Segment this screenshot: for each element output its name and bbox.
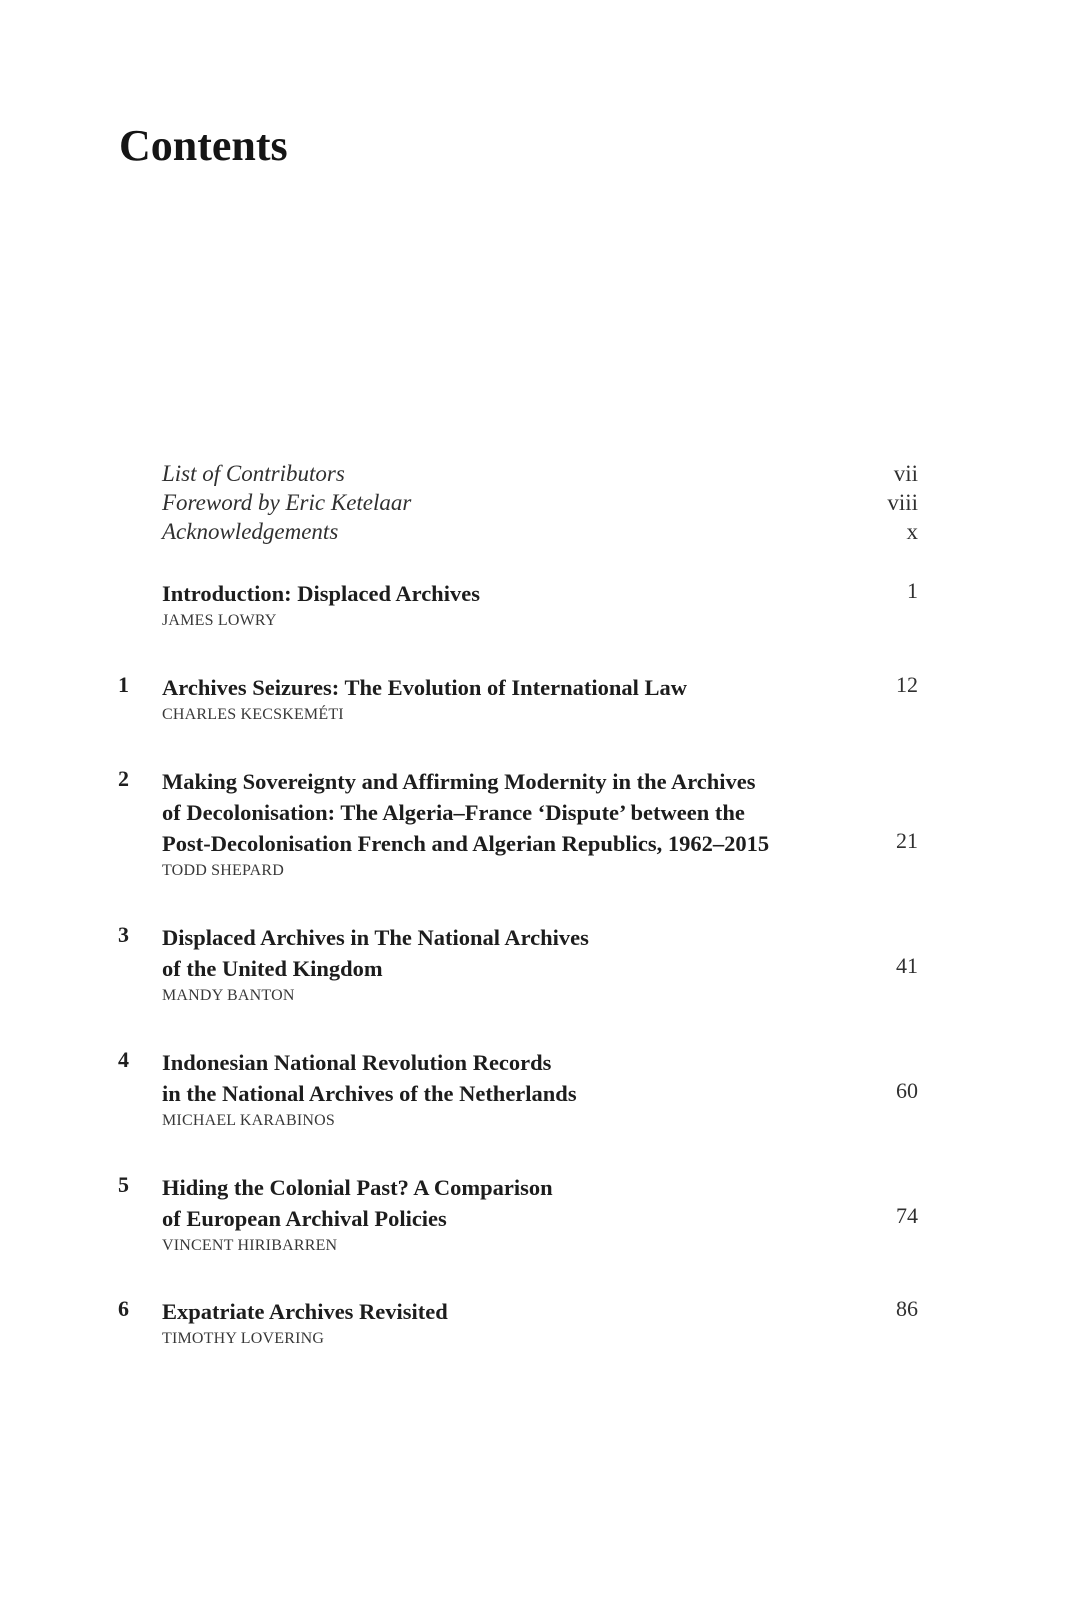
toc-title-line: of the United Kingdom [162,956,383,981]
toc-chapter-number: 4 [118,1047,129,1072]
toc-front-matter-acknowledgements[interactable] [162,519,918,549]
toc-chapter-author: TODD SHEPARD [162,862,284,879]
toc-chapter-author: MANDY BANTON [162,987,295,1004]
toc-title-line: of Decolonisation: The Algeria–France ‘Dispute’ between the [162,800,745,825]
toc-chapter-number: 2 [118,766,129,791]
toc-chapter-number: 5 [118,1172,129,1197]
toc-title-line: Post-Decolonisation French and Algerian Republics, 1962–2015 [162,831,770,856]
toc-front-matter-label: Foreword by Eric Ketelaar [162,490,412,515]
toc-page-number: 12 [896,672,918,697]
toc-title-line: Hiding the Colonial Past? A Comparison [162,1175,553,1200]
toc-page-number: 74 [896,1203,918,1228]
toc-front-matter-label: List of Contributors [162,461,345,486]
toc-page-number: vii [893,461,918,486]
toc-page-number: 1 [907,578,918,603]
toc-title-line: Indonesian National Revolution Records [162,1050,552,1075]
toc-page-number: 21 [896,828,918,853]
toc-front-matter-contributors[interactable] [162,461,918,491]
toc-front-matter-foreword[interactable] [162,490,918,520]
toc-title-line: Making Sovereignty and Affirming Modernity in the Archives [162,769,756,794]
toc-chapter-title [162,1172,842,1255]
toc-title-line: Archives Seizures: The Evolution of International Law [162,675,688,700]
toc-title-line: Displaced Archives in The National Archives [162,925,589,950]
toc-title-line: Introduction: Displaced Archives [162,581,480,606]
toc-chapter-title [162,1047,842,1130]
toc-chapter-author: JAMES LOWRY [162,612,277,629]
toc-title-line: in the National Archives of the Netherlands [162,1081,577,1106]
toc-front-matter-label: Acknowledgements [162,519,339,544]
toc-chapter-number: 6 [118,1296,129,1321]
toc-page-number: 86 [896,1296,918,1321]
toc-chapter-title [162,1296,842,1348]
toc-chapter-title [162,672,842,724]
toc-page-number: x [906,519,918,544]
toc-chapter-author: MICHAEL KARABINOS [162,1112,336,1129]
toc-chapter-title [162,578,842,630]
toc-page-number: viii [887,490,918,515]
page-title: Contents [119,121,288,170]
toc-chapter-number: 3 [118,922,129,947]
toc-chapter-author: VINCENT HIRIBARREN [162,1237,338,1254]
toc-chapter-author: TIMOTHY LOVERING [162,1330,325,1347]
toc-page-number: 60 [896,1078,918,1103]
toc-title-line: Expatriate Archives Revisited [162,1299,448,1324]
toc-title-line: of European Archival Policies [162,1206,447,1231]
toc-chapter-title [162,766,842,880]
toc-chapter-number: 1 [118,672,129,697]
toc-page-number: 41 [896,953,918,978]
toc-chapter-title [162,922,842,1005]
toc-chapter-author: CHARLES KECSKEMÉTI [162,706,344,723]
